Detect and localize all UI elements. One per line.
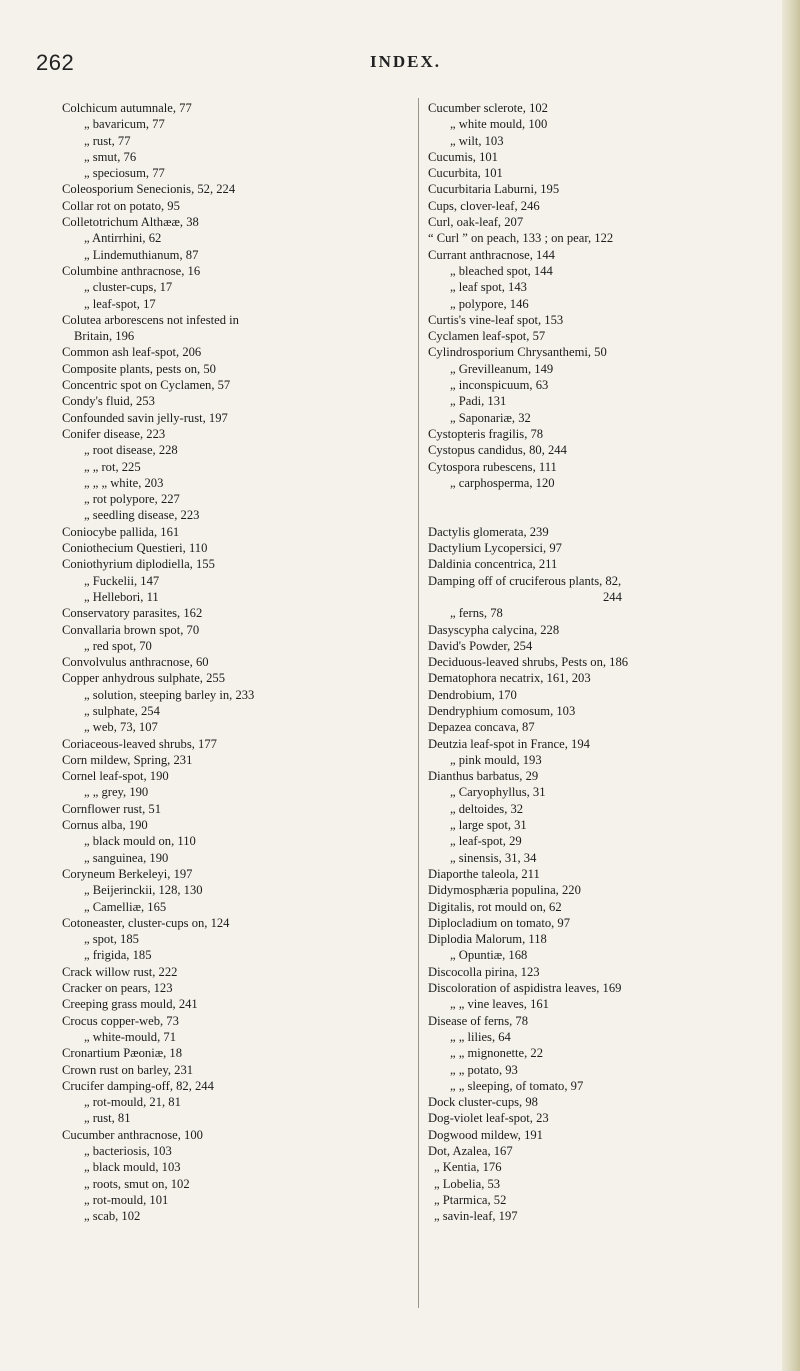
index-entry: Cornel leaf-spot, 190	[62, 769, 169, 784]
index-entry: Cucumis, 101	[428, 149, 498, 164]
index-entry: Currant anthracnose, 144	[428, 247, 555, 262]
index-entry: „ large spot, 31	[450, 818, 527, 833]
index-entry: „ pink mould, 193	[450, 752, 542, 767]
index-entry: Colutea arborescens not infested in	[62, 312, 239, 327]
index-entry: Colchicum autumnale, 77	[62, 101, 192, 115]
index-entry: Deutzia leaf-spot in France, 194	[428, 736, 590, 751]
index-entry: „ „ grey, 190	[84, 785, 149, 800]
index-entry: „ „ mignonette, 22	[450, 1046, 544, 1061]
index-entry: Curtis's vine-leaf spot, 153	[428, 312, 564, 327]
index-entry: „ bleached spot, 144	[450, 263, 553, 278]
index-entry: „ „ lilies, 64	[450, 1029, 511, 1044]
column-divider	[418, 98, 419, 1308]
index-entry: Disease of ferns, 78	[428, 1013, 529, 1028]
index-entry: Coniothyrium diplodiella, 155	[62, 557, 215, 572]
index-entry: Cystopteris fragilis, 78	[428, 426, 544, 441]
index-entry: „ leaf-spot, 29	[450, 834, 522, 849]
index-entry: „ „ sleeping, of tomato, 97	[450, 1078, 584, 1093]
index-entry: Cucurbita, 101	[428, 166, 503, 181]
index-gap	[428, 507, 778, 523]
index-entry: Cotoneaster, cluster-cups on, 124	[62, 915, 230, 930]
index-entry: Crucifer damping-off, 82, 244	[62, 1078, 214, 1093]
index-entry: Coniocybe pallida, 161	[62, 524, 180, 539]
index-entry: „ Kentia, 176	[434, 1160, 502, 1175]
index-entry: Dianthus barbatus, 29	[428, 769, 539, 784]
index-entry: „ inconspicuum, 63	[450, 378, 549, 393]
index-entry: Coniothecium Questieri, 110	[62, 541, 208, 556]
index-entry: „ savin-leaf, 197	[434, 1209, 518, 1224]
index-entry: “ Curl ” on peach, 133 ; on pear, 122	[428, 231, 614, 246]
index-entry: Dactylium Lycopersici, 97	[428, 541, 562, 556]
index-entry: Diplocladium on tomato, 97	[428, 915, 571, 930]
index-entry: Creeping grass mould, 241	[62, 997, 198, 1012]
index-entry: „ white-mould, 71	[84, 1029, 176, 1044]
index-entry: „ Lobelia, 53	[434, 1176, 501, 1191]
index-entry: Columbine anthracnose, 16	[62, 263, 201, 278]
index-entry: Copper anhydrous sulphate, 255	[62, 671, 225, 686]
index-entry: Dematophora necatrix, 161, 203	[428, 671, 591, 686]
index-entry: „ rot-mould, 101	[84, 1192, 169, 1207]
index-entry: Didymosphæria populina, 220	[428, 883, 581, 898]
index-entry: Cornus alba, 190	[62, 818, 148, 833]
index-entry: Cucumber sclerote, 102	[428, 101, 548, 115]
index-entry: „ leaf spot, 143	[450, 280, 527, 295]
index-entry: „ sanguinea, 190	[84, 850, 169, 865]
index-entry: Cornflower rust, 51	[62, 801, 161, 816]
index-entry: „ bavaricum, 77	[84, 117, 165, 132]
index-entry: Cyclamen leaf-spot, 57	[428, 329, 546, 344]
index-entry: „ cluster-cups, 17	[84, 280, 173, 295]
index-entry: Colletotrichum Althææ, 38	[62, 215, 199, 230]
index-entry: Diaporthe taleola, 211	[428, 866, 540, 881]
index-entry: Discocolla pirina, 123	[428, 964, 540, 979]
index-entry: „ web, 73, 107	[84, 720, 158, 735]
index-entry: Convolvulus anthracnose, 60	[62, 655, 209, 670]
index-entry: Common ash leaf-spot, 206	[62, 345, 202, 360]
index-entry: Dog-violet leaf-spot, 23	[428, 1111, 549, 1126]
index-entry: „ „ vine leaves, 161	[450, 997, 549, 1012]
index-entry: Coriaceous-leaved shrubs, 177	[62, 736, 217, 751]
index-entry: 244	[603, 589, 622, 604]
index-entry: „ white mould, 100	[450, 117, 548, 132]
index-entry: „ ferns, 78	[450, 606, 503, 621]
index-entry: „ smut, 76	[84, 149, 137, 164]
index-entry: Cups, clover-leaf, 246	[428, 198, 540, 213]
index-column-right	[428, 100, 778, 1224]
index-entry: „ rot-mould, 21, 81	[84, 1095, 181, 1110]
index-entry: „ rot polypore, 227	[84, 492, 180, 507]
index-entry: Diplodia Malorum, 118	[428, 932, 547, 947]
index-entry: Cucurbitaria Laburni, 195	[428, 182, 560, 197]
index-entry: „ root disease, 228	[84, 443, 178, 458]
index-column-left	[62, 100, 417, 1224]
index-entry: „ „ potato, 93	[450, 1062, 518, 1077]
index-entry: „ Opuntiæ, 168	[450, 948, 528, 963]
page-header	[0, 50, 800, 80]
index-entry: „ seedling disease, 223	[84, 508, 200, 523]
index-entry: Convallaria brown spot, 70	[62, 622, 200, 637]
index-entry: Crown rust on barley, 231	[62, 1062, 194, 1077]
index-entry: „ black mould on, 110	[84, 834, 196, 849]
index-entry: „ solution, steeping barley in, 233	[84, 687, 255, 702]
running-head: INDEX.	[370, 52, 442, 71]
page-number: 262	[36, 50, 75, 75]
index-entry: „ polypore, 146	[450, 296, 529, 311]
index-entry: „ speciosum, 77	[84, 166, 165, 181]
index-entry: Dactylis glomerata, 239	[428, 524, 549, 539]
index-entry: „ Caryophyllus, 31	[450, 785, 546, 800]
index-entry: „ roots, smut on, 102	[84, 1176, 190, 1191]
index-entry: Condy's fluid, 253	[62, 394, 155, 409]
index-entry: Conservatory parasites, 162	[62, 606, 203, 621]
index-entry: Daldinia concentrica, 211	[428, 557, 558, 572]
index-entry: „ Saponariæ, 32	[450, 410, 531, 425]
index-entry: Cylindrosporium Chrysanthemi, 50	[428, 345, 607, 360]
index-entry: „ Lindemuthianum, 87	[84, 247, 199, 262]
index-entry: Discoloration of aspidistra leaves, 169	[428, 981, 622, 996]
index-entry: Dogwood mildew, 191	[428, 1127, 543, 1142]
index-entry: Damping off of cruciferous plants, 82,	[428, 573, 622, 588]
index-entry: „ rust, 77	[84, 133, 131, 148]
index-entry: „ scab, 102	[84, 1209, 141, 1224]
index-entry: „ Fuckelii, 147	[84, 573, 160, 588]
index-entry: Conifer disease, 223	[62, 426, 166, 441]
index-entry: „ carphosperma, 120	[450, 475, 555, 490]
index-entry: Cytospora rubescens, 111	[428, 459, 557, 474]
index-entry: Concentric spot on Cyclamen, 57	[62, 378, 231, 393]
index-entry: „ Grevilleanum, 149	[450, 361, 554, 376]
index-entry: Cronartium Pæoniæ, 18	[62, 1046, 182, 1061]
index-entry: Confounded savin jelly-rust, 197	[62, 410, 228, 425]
index-entry: Dasyscypha calycina, 228	[428, 622, 560, 637]
index-entry: Britain, 196	[74, 329, 135, 344]
index-entry: „ spot, 185	[84, 932, 139, 947]
index-entry: „ „ rot, 225	[84, 459, 141, 474]
index-entry: Dendryphium comosum, 103	[428, 703, 576, 718]
index-entry: Coleosporium Senecionis, 52, 224	[62, 182, 236, 197]
index-gap	[428, 491, 778, 507]
index-entry: „ wilt, 103	[450, 133, 504, 148]
index-entry: Depazea concava, 87	[428, 720, 535, 735]
index-entry: „ Ptarmica, 52	[434, 1192, 507, 1207]
index-entry: Dock cluster-cups, 98	[428, 1095, 538, 1110]
index-entry: Dot, Azalea, 167	[428, 1144, 513, 1158]
index-entry: „ black mould, 103	[84, 1160, 181, 1175]
index-entry: Crack willow rust, 222	[62, 964, 178, 979]
index-entry: Deciduous-leaved shrubs, Pests on, 186	[428, 655, 629, 670]
index-entry: Digitalis, rot mould on, 62	[428, 899, 562, 914]
index-entry: „ Hellebori, 11	[84, 589, 159, 604]
index-entry: Coryneum Berkeleyi, 197	[62, 866, 193, 881]
index-entry: „ Camelliæ, 165	[84, 899, 167, 914]
index-entry: „ deltoides, 32	[450, 801, 524, 816]
index-entry: „ sinensis, 31, 34	[450, 850, 537, 865]
index-entry: „ frigida, 185	[84, 948, 152, 963]
index-entry: Dendrobium, 170	[428, 687, 517, 702]
index-entry: „ red spot, 70	[84, 638, 152, 653]
index-entry: „ Antirrhini, 62	[84, 231, 162, 246]
index-entry: Curl, oak-leaf, 207	[428, 215, 524, 230]
index-entry: Collar rot on potato, 95	[62, 198, 180, 213]
index-entry: „ Padi, 131	[450, 394, 507, 409]
index-entry: David's Powder, 254	[428, 638, 533, 653]
index-entry: Cystopus candidus, 80, 244	[428, 443, 567, 458]
index-entry: Composite plants, pests on, 50	[62, 361, 216, 376]
index-entry: „ Beijerinckii, 128, 130	[84, 883, 203, 898]
index-entry: „ bacteriosis, 103	[84, 1144, 172, 1158]
index-entry: Crocus copper-web, 73	[62, 1013, 179, 1028]
index-entry: „ „ „ white, 203	[84, 475, 164, 490]
index-entry: Cracker on pears, 123	[62, 981, 173, 996]
page-edge	[782, 0, 800, 1371]
index-entry: Cucumber anthracnose, 100	[62, 1127, 203, 1142]
index-entry: „ rust, 81	[84, 1111, 131, 1126]
index-entry: Corn mildew, Spring, 231	[62, 752, 193, 767]
index-entry: „ leaf-spot, 17	[84, 296, 156, 311]
index-entry: „ sulphate, 254	[84, 703, 160, 718]
